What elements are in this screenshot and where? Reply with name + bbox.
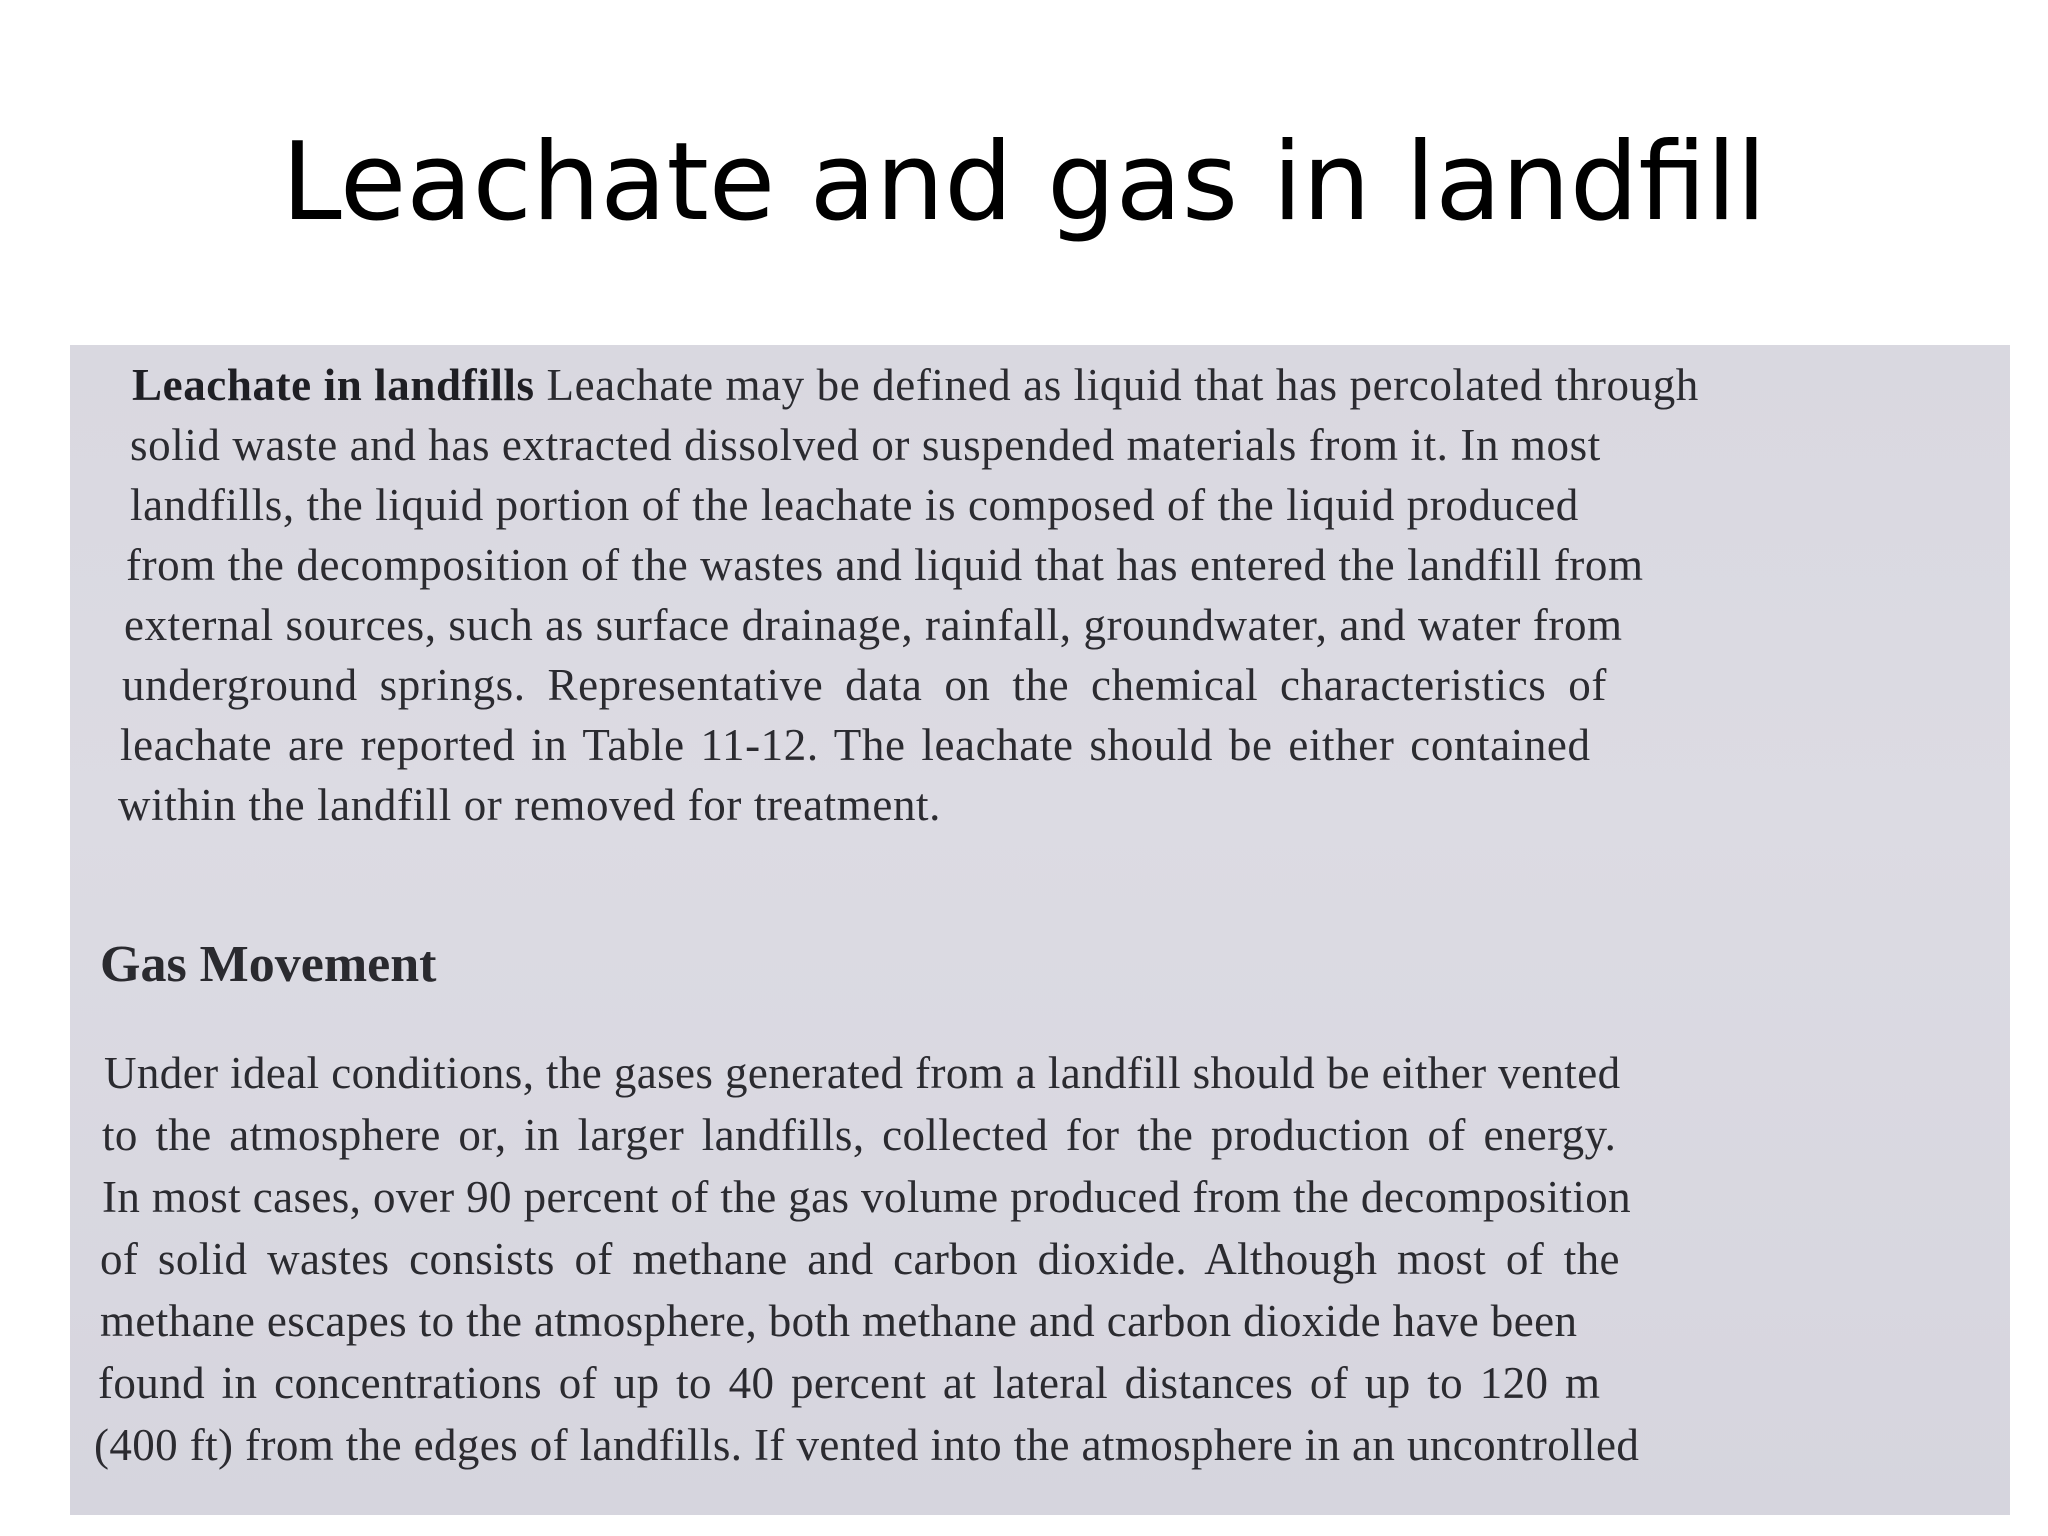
slide-title: Leachate and gas in landfill — [281, 120, 1767, 245]
text-line: landfills, the liquid portion of the leachate is composed of the liquid produced — [130, 480, 1579, 530]
text-line: from the decomposition of the wastes and liquid that has entered the landfill from — [126, 540, 1644, 590]
run-in-heading: Leachate in landfills — [132, 360, 535, 410]
text-line: found in concentrations of up to 40 percent at lateral distances of up to 120 m — [98, 1358, 1601, 1408]
text-line: underground springs. Representative data on the chemical characteristics of — [122, 660, 1607, 710]
text-line: solid waste and has extracted dissolved or suspended materials from it. In most — [130, 420, 1601, 470]
text-line: of solid wastes consists of methane and carbon dioxide. Although most of the — [100, 1234, 1620, 1284]
text-line: within the landfill or removed for treatment. — [118, 780, 942, 830]
line-text: Leachate may be defined as liquid that has percolated through — [534, 360, 1699, 410]
text-line: (400 ft) from the edges of landfills. If vented into the atmosphere in an uncontrolled — [94, 1420, 1640, 1470]
text-line: to the atmosphere or, in larger landfills, collected for the production of energy. — [102, 1110, 1617, 1160]
text-line: In most cases, over 90 percent of the gas volume produced from the decomposition — [102, 1172, 1632, 1222]
text-line: Under ideal conditions, the gases generated from a landfill should be either vented — [104, 1048, 1621, 1098]
text-line: external sources, such as surface drainage, rainfall, groundwater, and water from — [124, 600, 1623, 650]
text-line: methane escapes to the atmosphere, both methane and carbon dioxide have been — [100, 1296, 1578, 1346]
text-line: leachate are reported in Table 11-12. The leachate should be either contained — [120, 720, 1591, 770]
scanned-textbook-page — [70, 345, 2010, 1515]
section-heading: Gas Movement — [100, 936, 437, 993]
scanned-text-body — [70, 345, 2010, 1515]
text-line — [132, 357, 1699, 413]
